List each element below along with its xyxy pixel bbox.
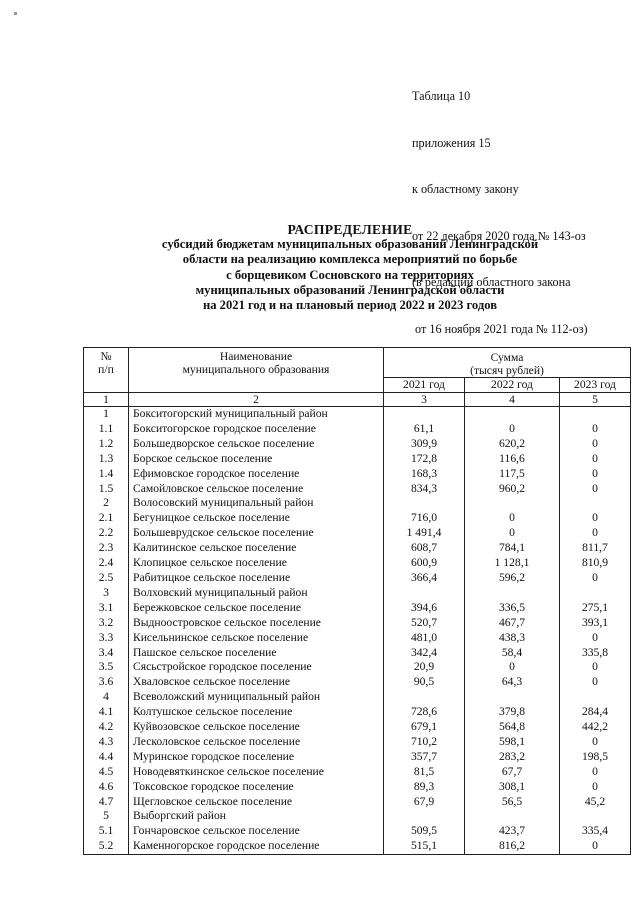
row-value-2021: 172,8 xyxy=(384,452,465,467)
row-value-2022: 467,7 xyxy=(465,616,560,631)
row-name: Бегуницкое сельское поселение xyxy=(129,511,384,526)
title-line: области на реализацию комплекса мероприятий по борьбе xyxy=(182,252,518,267)
title-line: на 2021 год и на плановый период 2022 и 2023 годов xyxy=(202,298,498,313)
row-value-2022: 0 xyxy=(465,526,560,541)
table-row xyxy=(84,526,631,541)
row-value-2022 xyxy=(465,407,560,422)
row-value-2023 xyxy=(560,809,631,824)
row-number: 2.1 xyxy=(84,511,129,526)
row-value-2021: 728,6 xyxy=(384,705,465,720)
row-number: 4.5 xyxy=(84,765,129,780)
row-name: Борское сельское поселение xyxy=(129,452,384,467)
row-number: 2.3 xyxy=(84,541,129,556)
row-value-2021: 716,0 xyxy=(384,511,465,526)
row-value-2021 xyxy=(384,586,465,601)
table-row xyxy=(84,839,631,854)
row-name: Самойловское сельское поселение xyxy=(129,482,384,497)
row-name: Сясьстройское городское поселение xyxy=(129,660,384,675)
table-row xyxy=(84,631,631,646)
row-value-2023: 335,4 xyxy=(560,824,631,839)
row-value-2023: 0 xyxy=(560,482,631,497)
reference-line: (в редакции областного закона xyxy=(412,275,571,289)
row-name: Пашское сельское поселение xyxy=(129,646,384,661)
row-value-2022: 596,2 xyxy=(465,571,560,586)
row-name: Лесколовское сельское поселение xyxy=(129,735,384,750)
table-row xyxy=(84,571,631,586)
column-index: 3 xyxy=(384,393,465,407)
row-number: 2.2 xyxy=(84,526,129,541)
header-year-2023: 2023 год xyxy=(560,378,631,393)
row-name: Новодевяткинское сельское поселение xyxy=(129,765,384,780)
row-value-2022: 598,1 xyxy=(465,735,560,750)
row-value-2022: 564,8 xyxy=(465,720,560,735)
row-value-2021: 834,3 xyxy=(384,482,465,497)
row-value-2022: 283,2 xyxy=(465,750,560,765)
row-value-2022: 379,8 xyxy=(465,705,560,720)
table-row xyxy=(84,407,631,422)
row-value-2023: 0 xyxy=(560,511,631,526)
table-row xyxy=(84,750,631,765)
row-number: 3.2 xyxy=(84,616,129,631)
row-number: 4.4 xyxy=(84,750,129,765)
row-value-2021: 1 491,4 xyxy=(384,526,465,541)
row-number: 3.3 xyxy=(84,631,129,646)
row-number: 4.7 xyxy=(84,795,129,810)
row-value-2023: 0 xyxy=(560,675,631,690)
row-value-2023: 0 xyxy=(560,526,631,541)
title-heading: РАСПРЕДЕЛЕНИЕ xyxy=(287,222,413,237)
scan-speck xyxy=(14,12,17,15)
row-value-2021: 89,3 xyxy=(384,780,465,795)
row-name: Ефимовское городское поселение xyxy=(129,467,384,482)
row-value-2021: 515,1 xyxy=(384,839,465,854)
row-value-2022 xyxy=(465,586,560,601)
row-value-2021: 90,5 xyxy=(384,675,465,690)
row-value-2022: 117,5 xyxy=(465,467,560,482)
row-value-2023: 0 xyxy=(560,631,631,646)
column-index-row xyxy=(84,393,631,407)
table-row xyxy=(84,660,631,675)
header-number-text: № п/п xyxy=(98,350,114,376)
row-value-2022 xyxy=(465,809,560,824)
row-value-2022: 0 xyxy=(465,660,560,675)
title-line: муниципальных образований Ленинградской области xyxy=(195,282,505,297)
row-number: 1.1 xyxy=(84,422,129,437)
row-name: Выдноостровское сельское поселение xyxy=(129,616,384,631)
row-value-2021: 366,4 xyxy=(384,571,465,586)
row-value-2022: 58,4 xyxy=(465,646,560,661)
row-name: Бокситогорский муниципальный район xyxy=(129,407,384,422)
row-value-2021: 342,4 xyxy=(384,646,465,661)
row-value-2023: 811,7 xyxy=(560,541,631,556)
row-value-2023: 0 xyxy=(560,735,631,750)
table-row xyxy=(84,809,631,824)
table-row xyxy=(84,556,631,571)
header-name-text: Наименование муниципального образования xyxy=(182,350,330,376)
row-value-2022: 438,3 xyxy=(465,631,560,646)
row-name: Волховский муниципальный район xyxy=(129,586,384,601)
header-sum-text: Сумма (тысяч рублей) xyxy=(470,350,544,377)
column-index: 4 xyxy=(465,393,560,407)
row-number: 3.5 xyxy=(84,660,129,675)
reference-line: от 22 декабря 2020 года № 143-оз xyxy=(412,228,586,243)
row-value-2021: 509,5 xyxy=(384,824,465,839)
row-value-2022: 816,2 xyxy=(465,839,560,854)
table-row xyxy=(84,646,631,661)
row-name: Бережковское сельское поселение xyxy=(129,601,384,616)
document-title xyxy=(60,222,640,313)
row-value-2021: 600,9 xyxy=(384,556,465,571)
row-value-2023 xyxy=(560,496,631,511)
row-name: Хваловское сельское поселение xyxy=(129,675,384,690)
row-value-2023: 335,8 xyxy=(560,646,631,661)
row-value-2023: 0 xyxy=(560,422,631,437)
row-name: Гончаровское сельское поселение xyxy=(129,824,384,839)
header-name xyxy=(129,348,384,393)
row-value-2021: 679,1 xyxy=(384,720,465,735)
row-value-2023 xyxy=(560,407,631,422)
row-value-2022: 1 128,1 xyxy=(465,556,560,571)
row-value-2023: 45,2 xyxy=(560,795,631,810)
row-value-2022: 308,1 xyxy=(465,780,560,795)
row-number: 1.3 xyxy=(84,452,129,467)
row-value-2021: 357,7 xyxy=(384,750,465,765)
row-number: 2.5 xyxy=(84,571,129,586)
column-index: 2 xyxy=(129,393,384,407)
table-row xyxy=(84,541,631,556)
row-name: Всеволожский муниципальный район xyxy=(129,690,384,705)
header-sum xyxy=(384,348,631,378)
row-value-2022 xyxy=(465,496,560,511)
row-value-2021: 710,2 xyxy=(384,735,465,750)
row-value-2022: 56,5 xyxy=(465,795,560,810)
table-row xyxy=(84,496,631,511)
row-value-2022: 960,2 xyxy=(465,482,560,497)
row-value-2021: 608,7 xyxy=(384,541,465,556)
table-row xyxy=(84,452,631,467)
row-value-2022: 67,7 xyxy=(465,765,560,780)
row-value-2021: 481,0 xyxy=(384,631,465,646)
row-value-2021: 67,9 xyxy=(384,795,465,810)
table-row xyxy=(84,601,631,616)
column-index: 1 xyxy=(84,393,129,407)
header-number xyxy=(84,348,129,393)
row-name: Бокситогорское городское поселение xyxy=(129,422,384,437)
row-number: 5.1 xyxy=(84,824,129,839)
row-value-2023: 0 xyxy=(560,571,631,586)
header-year-2022: 2022 год xyxy=(465,378,560,393)
row-name: Клопицкое сельское поселение xyxy=(129,556,384,571)
row-value-2022: 336,5 xyxy=(465,601,560,616)
row-value-2023: 0 xyxy=(560,780,631,795)
row-value-2023: 0 xyxy=(560,437,631,452)
row-value-2023: 442,2 xyxy=(560,720,631,735)
table-row xyxy=(84,675,631,690)
row-value-2023 xyxy=(560,586,631,601)
row-value-2022: 423,7 xyxy=(465,824,560,839)
table-row xyxy=(84,705,631,720)
row-value-2021 xyxy=(384,809,465,824)
row-name: Токсовское городское поселение xyxy=(129,780,384,795)
row-number: 1 xyxy=(84,407,129,422)
row-value-2023: 0 xyxy=(560,467,631,482)
row-value-2022: 64,3 xyxy=(465,675,560,690)
row-value-2022 xyxy=(465,690,560,705)
row-number: 4.2 xyxy=(84,720,129,735)
row-name: Волосовский муниципальный район xyxy=(129,496,384,511)
row-value-2021: 309,9 xyxy=(384,437,465,452)
row-value-2021: 81,5 xyxy=(384,765,465,780)
row-name: Выборгский район xyxy=(129,809,384,824)
row-value-2021: 520,7 xyxy=(384,616,465,631)
row-number: 4.1 xyxy=(84,705,129,720)
table-row xyxy=(84,765,631,780)
row-value-2022: 0 xyxy=(465,422,560,437)
title-line: субсидий бюджетам муниципальных образований Ленинградской xyxy=(161,237,539,252)
reference-line: приложения 15 xyxy=(412,135,491,150)
row-value-2022: 0 xyxy=(465,511,560,526)
header-year-2021: 2021 год xyxy=(384,378,465,393)
row-number: 3.6 xyxy=(84,675,129,690)
row-value-2022: 784,1 xyxy=(465,541,560,556)
table-row xyxy=(84,824,631,839)
row-value-2023: 198,5 xyxy=(560,750,631,765)
row-value-2023: 0 xyxy=(560,765,631,780)
table-row xyxy=(84,467,631,482)
row-value-2023: 393,1 xyxy=(560,616,631,631)
table-row xyxy=(84,511,631,526)
row-number: 3.4 xyxy=(84,646,129,661)
row-number: 2 xyxy=(84,496,129,511)
column-index: 5 xyxy=(560,393,631,407)
row-value-2021 xyxy=(384,407,465,422)
row-name: Щегловское сельское поселение xyxy=(129,795,384,810)
table-row xyxy=(84,720,631,735)
row-number: 3 xyxy=(84,586,129,601)
row-value-2021: 394,6 xyxy=(384,601,465,616)
row-name: Куйвозовское сельское поселение xyxy=(129,720,384,735)
row-value-2023: 275,1 xyxy=(560,601,631,616)
table-row xyxy=(84,690,631,705)
row-number: 1.4 xyxy=(84,467,129,482)
row-value-2023 xyxy=(560,690,631,705)
row-value-2022: 116,6 xyxy=(465,452,560,467)
row-value-2023: 0 xyxy=(560,660,631,675)
row-number: 2.4 xyxy=(84,556,129,571)
table-row xyxy=(84,482,631,497)
row-number: 1.2 xyxy=(84,437,129,452)
reference-line: от 16 ноября 2021 года № 112-оз) xyxy=(412,321,588,336)
row-name: Большедворское сельское поселение xyxy=(129,437,384,452)
row-value-2021: 61,1 xyxy=(384,422,465,437)
row-number: 5 xyxy=(84,809,129,824)
table-row xyxy=(84,795,631,810)
table-row xyxy=(84,422,631,437)
row-name: Калитинское сельское поселение xyxy=(129,541,384,556)
table-body xyxy=(84,407,631,855)
title-line: с борщевиком Сосновского на территориях xyxy=(226,267,474,282)
table-row xyxy=(84,735,631,750)
row-number: 4 xyxy=(84,690,129,705)
reference-line: к областному закону xyxy=(412,182,519,196)
table-row xyxy=(84,437,631,452)
table-row xyxy=(84,586,631,601)
row-value-2021: 168,3 xyxy=(384,467,465,482)
row-number: 4.6 xyxy=(84,780,129,795)
row-value-2023: 810,9 xyxy=(560,556,631,571)
row-value-2021 xyxy=(384,496,465,511)
row-value-2021: 20,9 xyxy=(384,660,465,675)
row-number: 5.2 xyxy=(84,839,129,854)
row-name: Кисельнинское сельское поселение xyxy=(129,631,384,646)
row-number: 4.3 xyxy=(84,735,129,750)
row-value-2023: 0 xyxy=(560,839,631,854)
row-value-2021 xyxy=(384,690,465,705)
row-name: Муринское городское поселение xyxy=(129,750,384,765)
row-value-2023: 0 xyxy=(560,452,631,467)
row-value-2023: 284,4 xyxy=(560,705,631,720)
row-name: Колтушское сельское поселение xyxy=(129,705,384,720)
row-name: Рабитицкое сельское поселение xyxy=(129,571,384,586)
row-number: 3.1 xyxy=(84,601,129,616)
table-row xyxy=(84,780,631,795)
subsidy-table xyxy=(83,347,631,855)
row-name: Большеврудское сельское поселение xyxy=(129,526,384,541)
row-value-2022: 620,2 xyxy=(465,437,560,452)
row-name: Каменногорское городское поселение xyxy=(129,839,384,854)
table-row xyxy=(84,616,631,631)
row-number: 1.5 xyxy=(84,482,129,497)
reference-line: Таблица 10 xyxy=(412,89,471,103)
